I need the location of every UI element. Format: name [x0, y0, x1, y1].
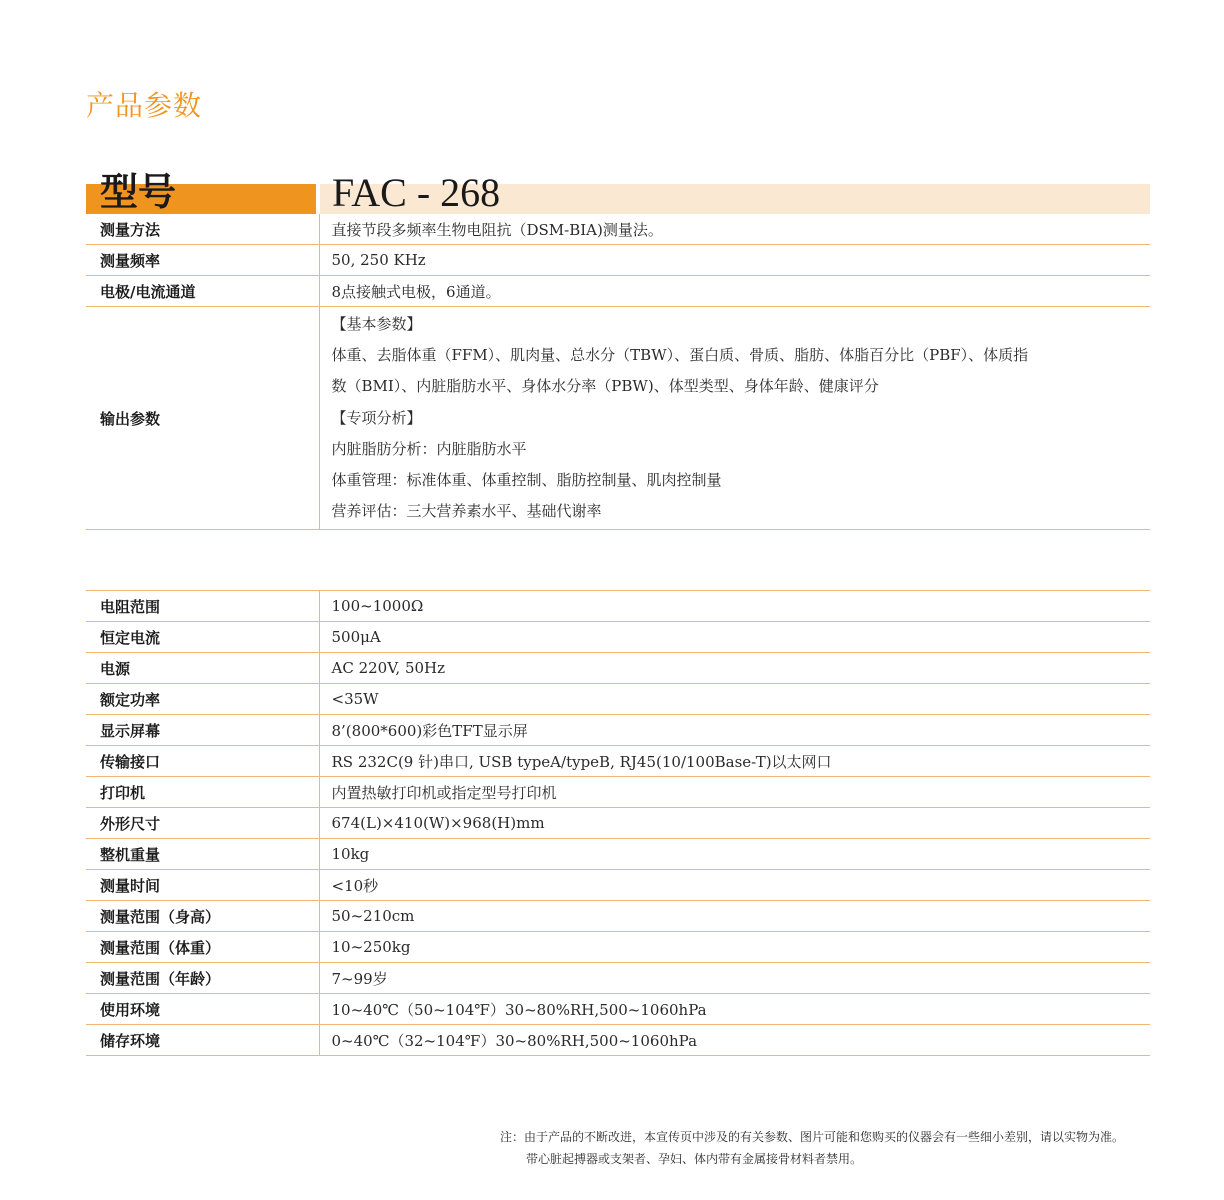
- table-row: [86, 932, 1150, 963]
- spec-table-secondary: [86, 590, 1150, 1056]
- param-key: 测量时间: [86, 870, 319, 901]
- table-row: [86, 777, 1150, 808]
- table-row: [86, 245, 1150, 276]
- param-value: <10秒: [319, 870, 1150, 901]
- table-row: [86, 715, 1150, 746]
- table-row-output: [86, 307, 1150, 530]
- param-key: 显示屏幕: [86, 715, 319, 746]
- param-value: AC 220V, 50Hz: [319, 653, 1150, 684]
- table-row: [86, 870, 1150, 901]
- param-value: 8’(800*600)彩色TFT显示屏: [319, 715, 1150, 746]
- param-key: 测量范围（体重）: [86, 932, 319, 963]
- param-value: 内置热敏打印机或指定型号打印机: [319, 777, 1150, 808]
- param-key: 外形尺寸: [86, 808, 319, 839]
- param-value: <35W: [319, 684, 1150, 715]
- param-key: 传输接口: [86, 746, 319, 777]
- output-line: 数（BMI）、内脏脂肪水平、身体水分率（PBW)、体型类型、身体年龄、健康评分: [331, 377, 879, 396]
- param-key: 电极/电流通道: [86, 276, 319, 307]
- table-row: [86, 746, 1150, 777]
- param-value: 0~40℃（32~104℉）30~80%RH,500~1060hPa: [319, 1025, 1150, 1056]
- model-label: 型号: [100, 170, 177, 214]
- param-value: 50, 250 KHz: [319, 245, 1150, 276]
- param-value: RS 232C(9 针)串口, USB typeA/typeB, RJ45(10/100Base-T)以太网口: [319, 746, 1150, 777]
- output-line: 【专项分析】: [331, 408, 422, 427]
- param-key: 电阻范围: [86, 591, 319, 622]
- param-key: 测量频率: [86, 245, 319, 276]
- param-key: 储存环境: [86, 1025, 319, 1056]
- param-key: 打印机: [86, 777, 319, 808]
- table-row: [86, 653, 1150, 684]
- table-row: [86, 591, 1150, 622]
- param-value: 10~250kg: [319, 932, 1150, 963]
- table-row: [86, 622, 1150, 653]
- param-key: 恒定电流: [86, 622, 319, 653]
- table-row: [86, 276, 1150, 307]
- table-row: [86, 839, 1150, 870]
- param-value: 7~99岁: [319, 963, 1150, 994]
- table-row: [86, 684, 1150, 715]
- output-line: 体重管理：标准体重、体重控制、脂肪控制量、肌肉控制量: [331, 470, 722, 489]
- output-line: 内脏脂肪分析：内脏脂肪水平: [331, 439, 527, 458]
- model-value: FAC - 268: [332, 170, 501, 215]
- section-title: 产品参数: [86, 89, 203, 122]
- spec-table-main: [86, 214, 1150, 530]
- table-row: [86, 994, 1150, 1025]
- table-row: [86, 808, 1150, 839]
- output-line: 营养评估：三大营养素水平、基础代谢率: [331, 502, 602, 521]
- table-row: [86, 901, 1150, 932]
- output-key: 输出参数: [86, 307, 319, 530]
- param-value: 8点接触式电极，6通道。: [319, 276, 1150, 307]
- param-value: 10~40℃（50~104℉）30~80%RH,500~1060hPa: [319, 994, 1150, 1025]
- param-key: 电源: [86, 653, 319, 684]
- param-value: 直接节段多频率生物电阻抗（DSM-BIA)测量法。: [319, 214, 1150, 245]
- param-value: 100~1000Ω: [319, 591, 1150, 622]
- param-key: 测量范围（身高）: [86, 901, 319, 932]
- param-key: 整机重量: [86, 839, 319, 870]
- table-row: [86, 214, 1150, 245]
- footnote: 带心脏起搏器或支架者、孕妇、体内带有金属接骨材料者禁用。: [526, 1152, 863, 1166]
- table-row: [86, 963, 1150, 994]
- footnote: 注：由于产品的不断改进，本宣传页中涉及的有关参数、图片可能和您购买的仪器会有一些细小差别，请以实物为准。: [500, 1130, 1125, 1144]
- param-value: 500μA: [319, 622, 1150, 653]
- param-key: 使用环境: [86, 994, 319, 1025]
- footnotes: [500, 1126, 1124, 1170]
- table-row: [86, 1025, 1150, 1056]
- output-line: 体重、去脂体重（FFM）、肌肉量、总水分（TBW）、蛋白质、骨质、脂肪、体脂百分比（PBF）、体质指: [331, 346, 1029, 365]
- param-key: 测量方法: [86, 214, 319, 245]
- param-key: 测量范围（年龄）: [86, 963, 319, 994]
- param-value: 50~210cm: [319, 901, 1150, 932]
- output-line: 【基本参数】: [331, 315, 422, 333]
- output-values: [319, 307, 1150, 530]
- model-header: [86, 170, 1150, 214]
- param-value: 10kg: [319, 839, 1150, 870]
- param-value: 674(L)×410(W)×968(H)mm: [319, 808, 1150, 839]
- param-key: 额定功率: [86, 684, 319, 715]
